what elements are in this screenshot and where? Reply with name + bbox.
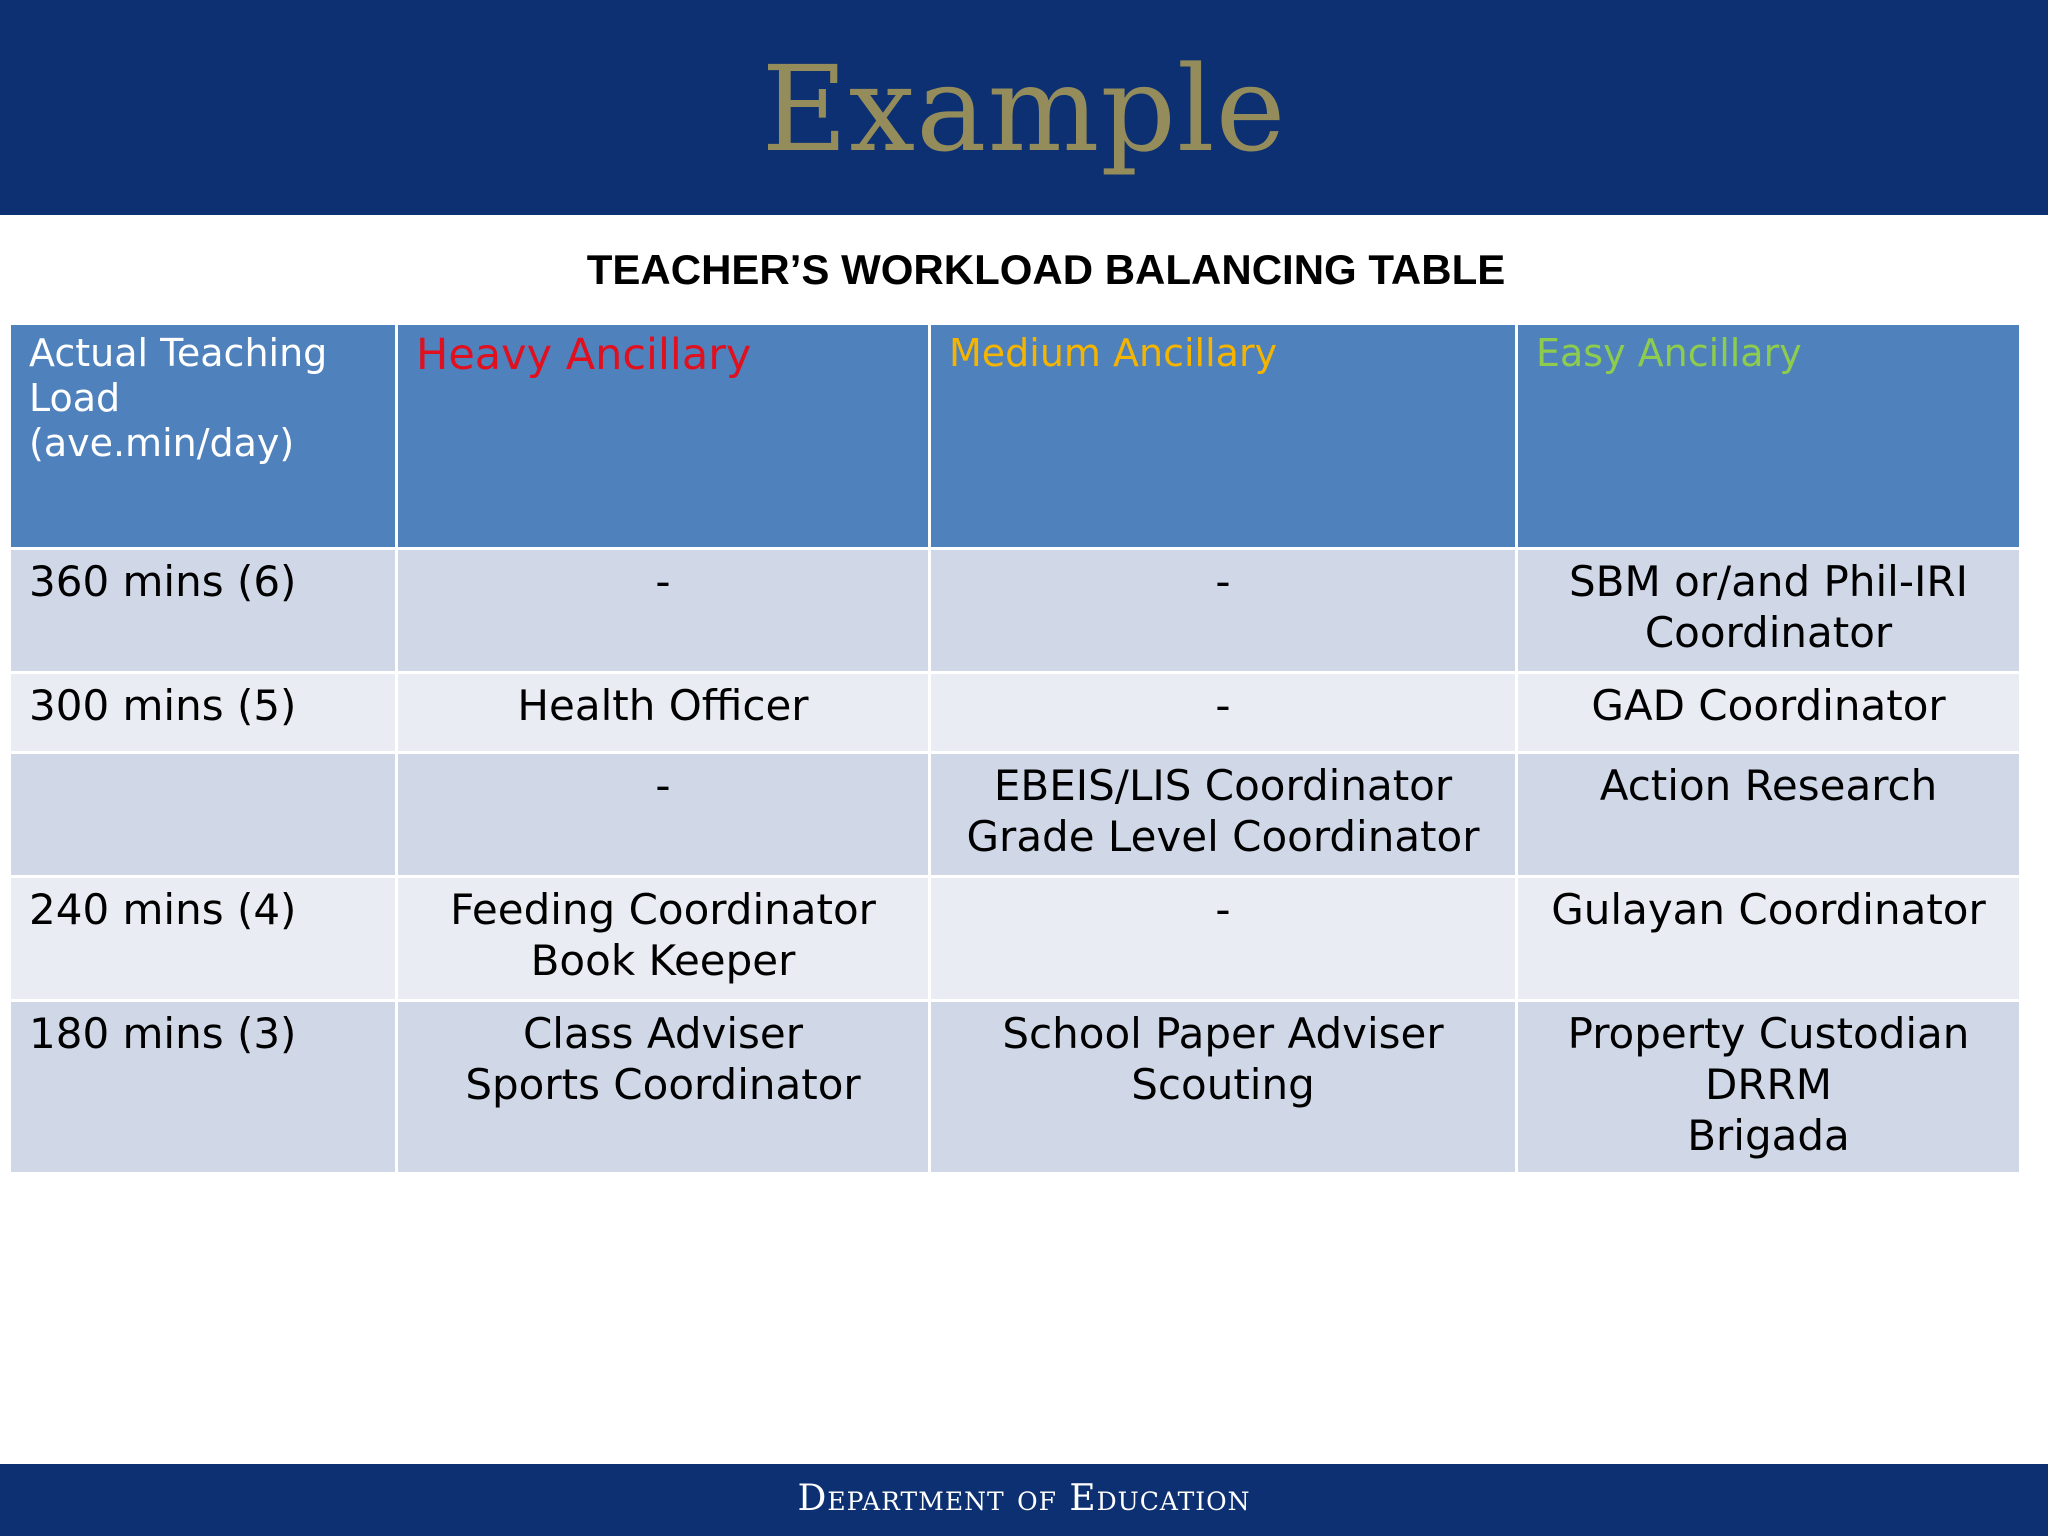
heavy-cell [397, 673, 930, 753]
footer-band [0, 1464, 2048, 1536]
table-row [10, 877, 2021, 1001]
medium-cell [930, 673, 1517, 753]
cell-line: Brigada [1687, 1111, 1850, 1160]
heavy-cell [397, 1001, 930, 1174]
cell-line: EBEIS/LIS Coordinator [993, 761, 1453, 810]
cell-line: SBM or/and Phil-IRI [1569, 557, 1968, 606]
header-easy-ancillary: Easy Ancillary [1517, 324, 2021, 549]
footer-text: Department of Education [797, 1477, 1251, 1519]
header-medium-ancillary: Medium Ancillary [930, 324, 1517, 549]
cell-line: Feeding Coordinator [450, 885, 876, 934]
cell-line: - [1215, 557, 1231, 606]
table-header-row [10, 324, 2021, 549]
load-cell: 240 mins (4) [10, 877, 397, 1001]
cell-line: Scouting [1131, 1060, 1315, 1109]
cell-line: Action Research [1599, 761, 1938, 810]
table-row [10, 549, 2021, 673]
medium-cell [930, 877, 1517, 1001]
cell-line: Gulayan Coordinator [1551, 885, 1986, 934]
cell-line: Book Keeper [530, 936, 796, 985]
cell-line: - [655, 557, 671, 606]
cell-line: Class Adviser [522, 1009, 803, 1058]
cell-line: DRRM [1705, 1060, 1832, 1109]
table-row [10, 753, 2021, 877]
header-actual-teaching-load [10, 324, 397, 549]
header-heavy-ancillary: Heavy Ancillary [397, 324, 930, 549]
medium-cell [930, 549, 1517, 673]
cell-line: Property Custodian [1567, 1009, 1970, 1058]
load-cell: 300 mins (5) [10, 673, 397, 753]
table-row [10, 673, 2021, 753]
header-band [0, 0, 2048, 215]
heavy-cell [397, 877, 930, 1001]
cell-line: Grade Level Coordinator [966, 812, 1480, 861]
cell-line: Coordinator [1644, 608, 1893, 657]
easy-cell [1517, 753, 2021, 877]
workload-table [8, 322, 2022, 1175]
slide-title: Example [761, 39, 1287, 178]
load-cell: 180 mins (3) [10, 1001, 397, 1174]
header-load-line: Load [29, 376, 121, 420]
header-load-line: Actual Teaching [29, 331, 328, 375]
cell-line: - [1215, 681, 1231, 730]
table-title: TEACHER’S WORKLOAD BALANCING TABLE [586, 246, 1506, 293]
heavy-cell [397, 549, 930, 673]
table-row [10, 1001, 2021, 1174]
cell-line: School Paper Adviser [1002, 1009, 1444, 1058]
easy-cell [1517, 1001, 2021, 1174]
cell-line: Health Officer [517, 681, 809, 730]
easy-cell [1517, 673, 2021, 753]
cell-line: - [1215, 885, 1231, 934]
cell-line: GAD Coordinator [1591, 681, 1946, 730]
cell-line: - [655, 761, 671, 810]
heavy-cell [397, 753, 930, 877]
load-cell: 360 mins (6) [10, 549, 397, 673]
medium-cell [930, 1001, 1517, 1174]
easy-cell [1517, 877, 2021, 1001]
cell-line: Sports Coordinator [465, 1060, 861, 1109]
load-cell [10, 753, 397, 877]
easy-cell [1517, 549, 2021, 673]
medium-cell [930, 753, 1517, 877]
header-load-line: (ave.min/day) [29, 421, 295, 465]
